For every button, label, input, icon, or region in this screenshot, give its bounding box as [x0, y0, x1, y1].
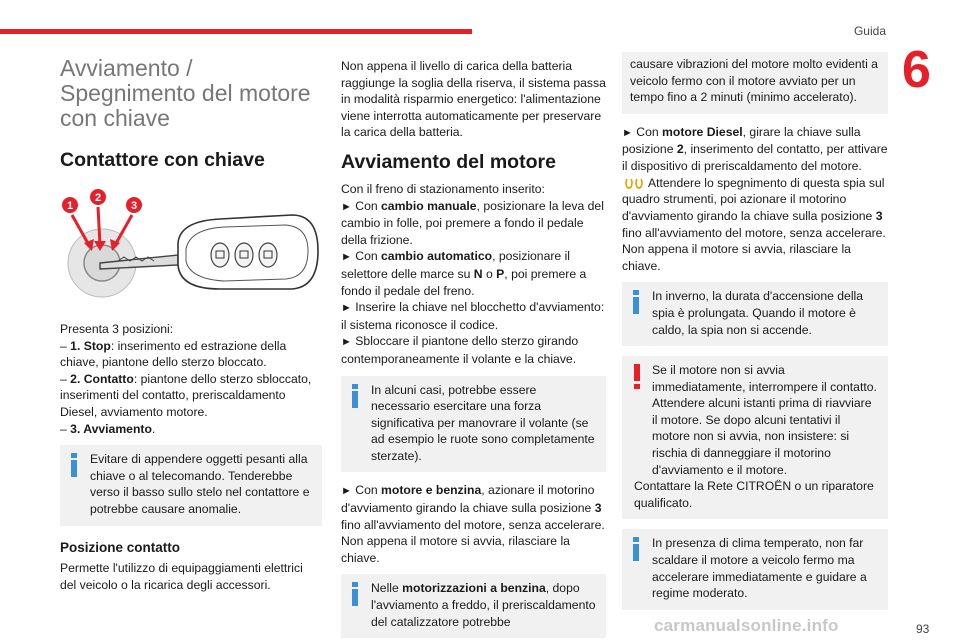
title-line-2: Spegnimento del motore: [60, 80, 311, 106]
chapter-number: 6: [902, 41, 931, 99]
text: Con: [355, 483, 382, 498]
text: , posizionare il selettore delle marce su: [341, 249, 570, 281]
text: Inserire la chiave nel blocchetto d'avviamento: il sistema riconosce il codice.: [341, 300, 605, 332]
battery-paragraph: Non appena il livello di carica della batteria raggiunge la soglia della riserva, il sistema passa in modalità risparmio energetico: l'alimentazione viene interrotta automaticamente per preservare la carica della batteria.: [341, 59, 606, 140]
warning-icon: [630, 364, 644, 390]
text: o: [482, 266, 497, 281]
arrow-icon: ►: [341, 485, 352, 498]
text: fino all'avviamento del motore, senza accelerare. Non appena il motore si avvia, rilasciare la chiave.: [341, 517, 605, 565]
text: , poi premere a fondo il pedale del freno.: [341, 266, 587, 298]
top-accent-bar: [0, 29, 472, 34]
column-3: [622, 58, 888, 620]
info-box-key-weight: [60, 445, 322, 525]
step-insert-key: [341, 299, 606, 333]
text: , inserimento del contatto, per attivare il dispositivo di preriscaldamento del motore.: [622, 142, 888, 173]
bold-text: P: [496, 266, 505, 281]
info-text: In presenza di clima temperato, non far scaldare il motore a veicolo fermo ma accelerare immediatamente e guidare a regime moderato.: [652, 536, 867, 601]
title-line-3: con chiave: [60, 105, 170, 131]
info-text: [349, 580, 598, 630]
text: Con: [355, 198, 382, 213]
step-intro: Con il freno di stazionamento inserito:: [341, 181, 545, 196]
text: fino all'avviamento del motore, senza accelerare. Non appena il motore si avvia, rilasciare la chiave.: [622, 225, 886, 273]
header-section: Guida: [853, 24, 886, 38]
arrow-icon: ►: [341, 251, 352, 264]
info-box-petrol: [341, 574, 606, 638]
info-box-petrol-cont: [622, 52, 888, 114]
pos2-text: : piantone dello sterzo sbloccato, inserimenti del contatto, preriscaldamento Diesel, avviamento motore.: [60, 371, 312, 419]
position-1: [60, 338, 322, 371]
text: Nelle: [371, 581, 403, 596]
info-text: In alcuni casi, potrebbe essere necessario esercitare una forza significativa per manovrare il volante (se ad esempio le ruote sono completamente sterzate).: [371, 382, 595, 463]
pos2-label: 2. Contatto: [70, 371, 134, 386]
step-diesel: [622, 124, 888, 175]
arrow-icon: ►: [341, 302, 352, 315]
text: , dopo l'avviamento a freddo, il preriscaldamento del catalizzatore potrebbe: [371, 581, 596, 629]
info-text: causare vibrazioni del motore molto evidenti a veicolo fermo con il motore avviato per un tempo fino a 2 minuti (minimo accelerato).: [630, 57, 878, 105]
step-unlock: [341, 333, 606, 367]
info-icon: [630, 290, 642, 314]
info-icon: [68, 453, 80, 477]
arrow-icon: ►: [341, 336, 352, 349]
page-number: 93: [916, 622, 930, 636]
warning-box-no-start: [622, 356, 888, 519]
callout-3: 3: [130, 200, 138, 212]
info-box-winter: [622, 282, 888, 346]
position-2: [60, 371, 322, 421]
pos1-label: 1. Stop: [70, 338, 111, 353]
bold-text: motore e benzina: [381, 483, 482, 498]
info-text: In inverno, la durata d'accensione della spia è prolungata. Quando il motore è caldo, la spia non si accende.: [652, 289, 864, 337]
column-1: [60, 56, 322, 593]
info-icon: [349, 582, 361, 606]
bold-text: 3: [594, 501, 602, 516]
info-box-steering: [341, 376, 606, 473]
positions-intro: Presenta 3 posizioni:: [60, 322, 174, 336]
info-box-temperate: [622, 529, 888, 609]
bold-text: cambio manuale: [381, 198, 477, 213]
pos1-text: : inserimento ed estrazione della chiave, piantone dello sterzo bloccato.: [60, 338, 287, 370]
subsection-title-contatto: Posizione contatto: [60, 539, 181, 555]
section-title-contattore: Contattore con chiave: [60, 149, 265, 171]
pos3-label: 3. Avviamento: [70, 421, 152, 436]
info-text: Evitare di appendere oggetti pesanti alla chiave o al telecomando. Tenderebbe verso il basso sullo stelo nel contattore e potrebbe causare anomalie.: [90, 452, 310, 516]
position-3: [60, 421, 322, 438]
text: Sbloccare il piantone dello sterzo girando contemporaneamente il volante e la chiave.: [341, 334, 579, 366]
title-line-1: Avviamento /: [60, 55, 193, 81]
key-illustration: [60, 185, 322, 313]
bold-text: N: [473, 266, 483, 281]
arrow-icon: ►: [622, 126, 633, 139]
callout-1: 1: [66, 200, 74, 212]
diesel-wait: [622, 175, 888, 275]
bold-text: motore Diesel: [662, 124, 743, 139]
warning-contact-text: Contattare la Rete CITROËN o un riparatore qualificato.: [634, 479, 874, 510]
dash: –: [60, 371, 67, 386]
section-title-avviamento: Avviamento del motore: [341, 150, 556, 173]
text: , posizionare la leva del cambio in folle, poi premere a fondo il pedale della frizione.: [341, 198, 604, 247]
info-icon: [349, 384, 361, 408]
page-title: [60, 56, 322, 131]
text: Con: [355, 249, 382, 264]
step-petrol: [341, 482, 606, 566]
contatto-text: Permette l'utilizzo di equipaggiamenti elettrici del veicolo o la ricarica degli accessori.: [60, 561, 303, 592]
bold-text: motorizzazioni a benzina: [402, 581, 546, 596]
text: , girare la chiave sulla posizione: [622, 124, 861, 157]
text: Attendere lo spegnimento di questa spia sul quadro strumenti, poi azionare il motorino d'avviamento girando la chiave sulla posizione: [622, 175, 885, 223]
key-ignition-image: [60, 185, 322, 313]
bold-text: 2: [676, 142, 684, 157]
pos3-text: .: [151, 421, 156, 436]
info-icon: [630, 537, 642, 561]
text: , azionare il motorino d'avviamento girando la chiave sulla posizione: [341, 483, 595, 516]
bold-text: 3: [875, 208, 883, 223]
warning-text: Se il motore non si avvia immediatamente, interrompere il contatto. Attendere alcuni istanti prima di riavviare il motore. Se dopo alcuni tentativi il motore non si avvia, non insistere: si rischia di danneggiare il motorino d'avviamento e il motore.: [652, 363, 877, 477]
step-manual: [341, 198, 606, 249]
watermark: carmanualsonline.info: [654, 616, 839, 635]
bold-text: cambio automatico: [381, 249, 493, 264]
text: Con: [636, 124, 663, 139]
dash: –: [60, 421, 67, 436]
dash: –: [60, 338, 67, 353]
callout-2: 2: [94, 192, 102, 204]
preheat-glow-icon: [622, 175, 648, 191]
arrow-icon: ►: [341, 200, 352, 213]
step-automatic: [341, 248, 606, 299]
column-2: [341, 58, 606, 640]
